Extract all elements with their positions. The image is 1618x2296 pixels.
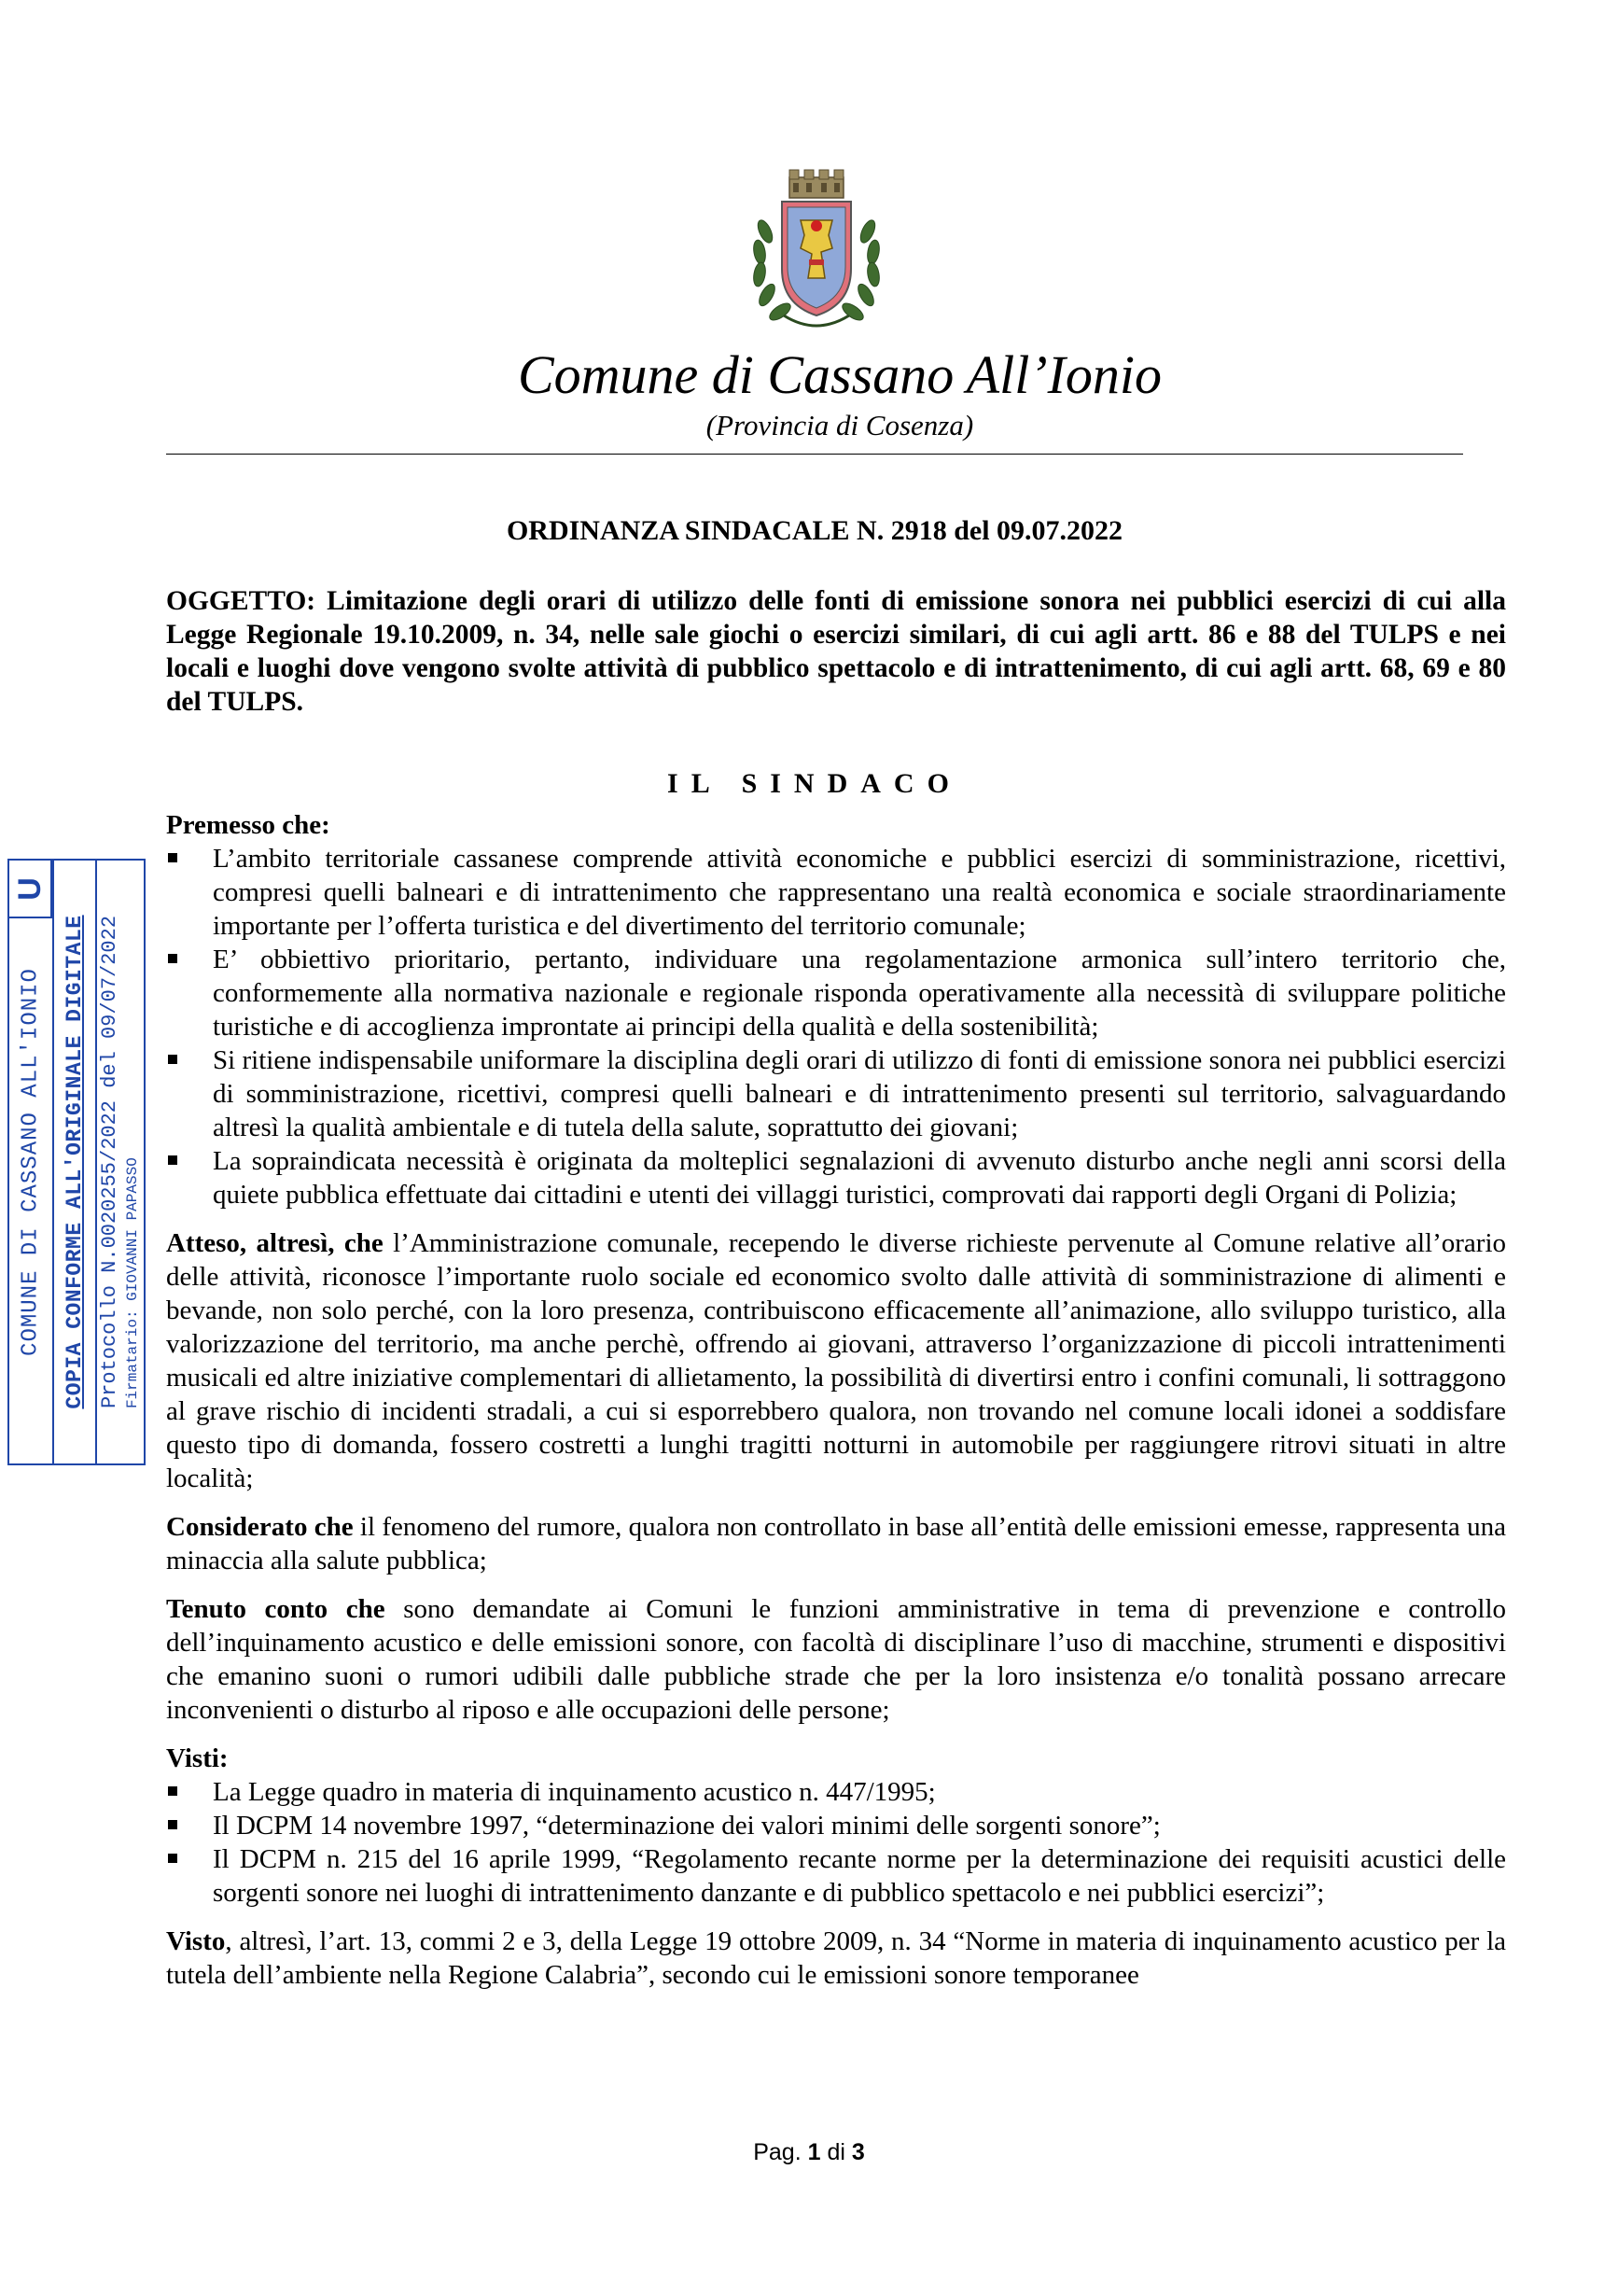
stamp-signer-text: Firmatario: GIOVANNI PAPASSO	[124, 1157, 141, 1409]
protocol-stamp	[7, 859, 146, 1465]
bullet-square-icon	[168, 1820, 177, 1829]
stamp-municipality-text: COMUNE DI CASSANO ALL'IONIO	[18, 968, 44, 1356]
stamp-protocol-block	[99, 916, 144, 1408]
premesso-list	[166, 842, 1506, 1211]
atteso-lead: Atteso, altresì, che	[166, 1228, 384, 1258]
tenuto-lead: Tenuto conto che	[166, 1594, 385, 1624]
bullet-square-icon	[168, 954, 177, 963]
body-text	[166, 808, 1506, 1992]
list-item-text: La sopraindicata necessità è originata da molteplici segnalazioni di avvenuto disturbo anche negli anni scorsi della quiete pubblica effettuate dai cittadini e utenti dei villaggi turistici, comprovati dai rapporti degli Organi di Polizia;	[213, 1146, 1506, 1210]
coat-of-arms-icon	[746, 166, 886, 332]
visto-text: , altresì, l’art. 13, commi 2 e 3, della Legge 19 ottobre 2009, n. 34 “Norme in materia di inquinamento acustico per la tutela dell’ambiente nella Regione Calabria”, secondo cui le emissioni sonore temporanee	[166, 1926, 1506, 1990]
tenuto-text: sono demandate ai Comuni le funzioni amministrative in tema di prevenzione e controllo dell’inquinamento acustico e delle emissioni sonore, con facoltà di disciplinare l’uso di macchine, strumenti e dispositivi che emanino suoni o rumori udibili dalle pubbliche strade che per la loro insistenza e/o tonalità possano arrecare inconvenienti o disturbo al riposo e alle occupazioni delle persone;	[166, 1594, 1506, 1725]
subject-paragraph: OGGETTO: Limitazione degli orari di utilizzo delle fonti di emissione sonora nei pubblici esercizi di cui alla Legge Regionale 19.10.2009, n. 34, nelle sale giochi o esercizi similari, di cui agli artt. 86 e 88 del TULPS e nei locali e luoghi dove vengono svolte attività di pubblico spettacolo e di intrattenimento, di cui agli artt. 68, 69 e 80 del TULPS.	[166, 586, 1506, 717]
tenuto-paragraph	[166, 1592, 1506, 1727]
bullet-square-icon	[168, 853, 177, 862]
list-item	[166, 943, 1506, 1043]
list-item-text: La Legge quadro in materia di inquinamento acustico n. 447/1995;	[213, 1777, 936, 1807]
stamp-protocol-text: Protocollo N.0020255/2022 del 09/07/2022	[98, 915, 121, 1409]
page-footer	[0, 2139, 1618, 2166]
current-page-number: 1	[807, 2139, 821, 2165]
list-item-text: L’ambito territoriale cassanese comprende attività economiche e pubblici esercizi di somministrazione, ricettivi, compresi quelli balneari e di intrattenimento che rappresentano una realtà economica e sociale straordinariamente importante per l’offerta turistica e del divertimento del territorio comunale;	[213, 844, 1506, 941]
visti-heading: Visti:	[166, 1743, 229, 1773]
province-subtitle: (Provincia di Cosenza)	[705, 409, 974, 441]
bullet-square-icon	[168, 1055, 177, 1064]
considerato-paragraph	[166, 1510, 1506, 1577]
considerato-lead: Considerato che	[166, 1512, 354, 1542]
visto-lead: Visto	[166, 1926, 226, 1956]
total-page-count: 3	[851, 2139, 865, 2165]
il-sindaco-heading: IL SINDACO	[667, 768, 962, 799]
stamp-copy-text: COPIA CONFORME ALL'ORIGINALE DIGITALE	[63, 915, 87, 1409]
visto-paragraph	[166, 1925, 1506, 1992]
bullet-square-icon	[168, 1786, 177, 1796]
list-item	[166, 1842, 1506, 1910]
list-item	[166, 842, 1506, 943]
atteso-paragraph	[166, 1226, 1506, 1495]
stamp-u-marker	[7, 859, 52, 918]
visti-list	[166, 1775, 1506, 1910]
considerato-text: il fenomeno del rumore, qualora non controllato in base all’entità delle emissioni emesse, rappresenta una minaccia alla salute pubblica;	[166, 1512, 1506, 1575]
stamp-u-letter: U	[11, 876, 48, 901]
bullet-square-icon	[168, 1854, 177, 1863]
list-item-text: E’ obbiettivo prioritario, pertanto, individuare una regolamentazione armonica sull’intero territorio che, conformemente alla normativa nazionale e regionale risponda operativamente alla necessità di sviluppare politiche turistiche e di accoglienza improntate ai principi della qualità e della sostenibilità;	[213, 945, 1506, 1042]
list-item	[166, 1809, 1506, 1842]
atteso-text: l’Amministrazione comunale, recependo le diverse richieste pervenute al Comune relative all’orario delle attività, riconosce l’importante ruolo sociale ed economico svolto dalle attività di somministrazione di alimenti e bevande, non solo perché, con la loro presenza, contribuiscono efficacemente all’animazione, allo sviluppo turistico, alla valorizzazione del territorio, ma anche perchè, offrendo ai giovani, attraverso l’organizzazione di piccoli intrattenimenti musicali ed altre iniziative complementari di allietamento, la possibilità di divertirsi entro i confini comunali, li sottraggono al grave rischio di incidenti stradali, a cui si esporrebbero qualora, non trovando nel comune locali idonei a soddisfare questo tipo di domanda, fossero costretti a lunghi tragitti notturni in automobile per raggiungere ritrovi situati in altre località;	[166, 1228, 1506, 1493]
footer-prefix: Pag.	[753, 2139, 808, 2165]
list-item	[166, 1144, 1506, 1211]
stamp-column-protocol	[97, 861, 146, 1463]
premesso-heading: Premesso che:	[166, 810, 330, 840]
stamp-column-copy	[54, 861, 97, 1463]
list-item	[166, 1043, 1506, 1144]
list-item-text: Si ritiene indispensabile uniformare la disciplina degli orari di utilizzo di fonti di emissione sonora nei pubblici esercizi di somministrazione, ricettivi, compresi quelli balneari e di intrattenimento presenti sul territorio, salvaguardando altresì la qualità ambientale e di tutela della salute, soprattutto dei giovani;	[213, 1045, 1506, 1142]
header-divider	[166, 454, 1463, 455]
list-item-text: Il DCPM 14 novembre 1997, “determinazione dei valori minimi delle sorgenti sonore”;	[213, 1811, 1161, 1841]
stamp-column-municipality	[9, 861, 54, 1463]
list-item	[166, 1775, 1506, 1809]
ordinance-title: ORDINANZA SINDACALE N. 2918 del 09.07.2022	[506, 515, 1123, 546]
municipality-title: Comune di Cassano All’Ionio	[517, 344, 1163, 405]
footer-separator: di	[820, 2139, 852, 2165]
list-item-text: Il DCPM n. 215 del 16 aprile 1999, “Regolamento recante norme per la determinazione dei requisiti acustici delle sorgenti sonore nei luoghi di intrattenimento danzante e di pubblico spettacolo e nei pubblici esercizi”;	[213, 1844, 1506, 1908]
bullet-square-icon	[168, 1155, 177, 1165]
